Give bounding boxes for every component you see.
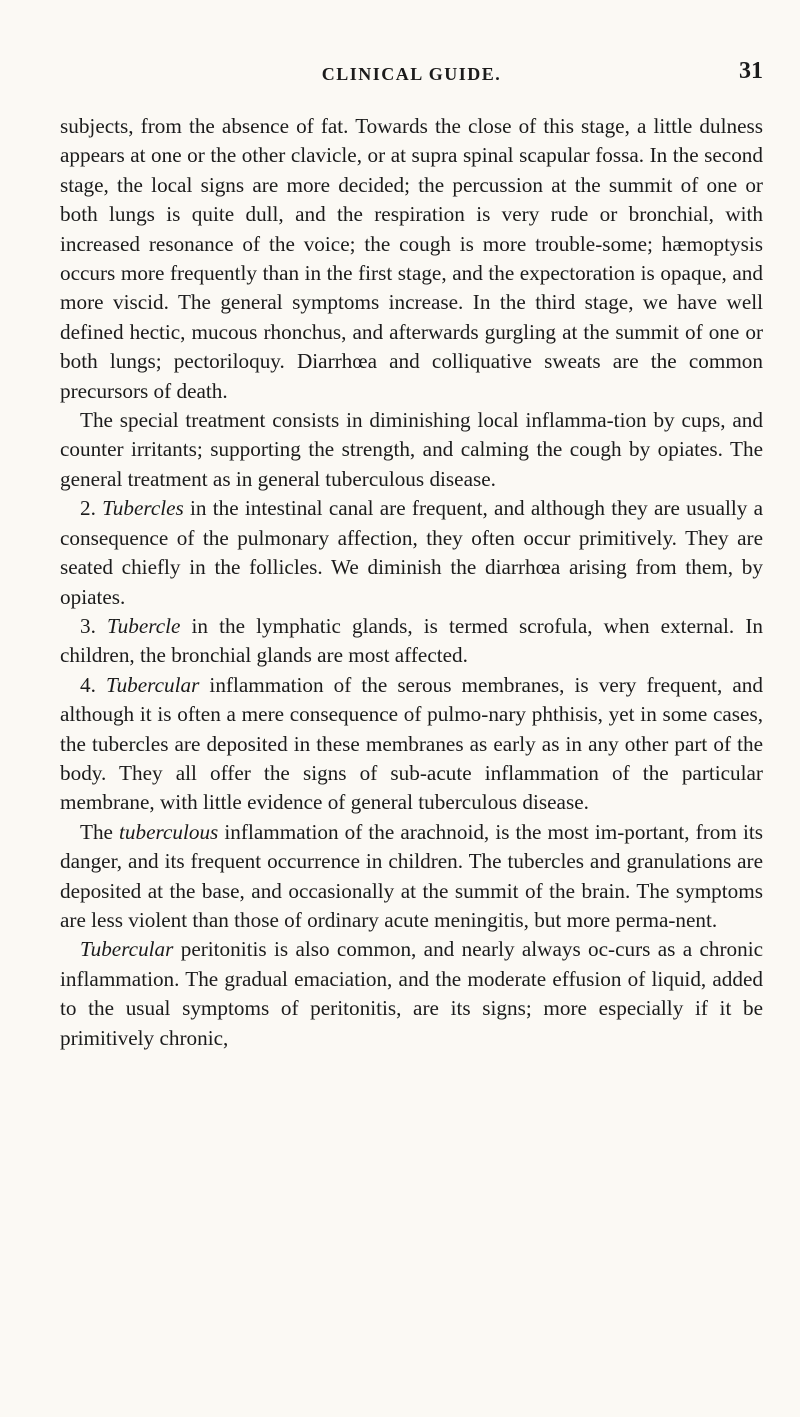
- paragraph-serous-membranes: [60, 671, 763, 818]
- italic-term: Tubercles: [102, 496, 184, 521]
- paragraph-lymphatic-tubercle: [60, 612, 763, 671]
- paragraph-intestinal-tubercles: [60, 494, 763, 612]
- paragraph-text: in the intestinal canal are frequent, and although they are usually a consequence of the pulmonary affection, they often occur primitively. They are seated chiefly in the follicles. We diminish the diarrhœa arising from them, by opiates.: [60, 496, 764, 609]
- paragraph-phthisis-stages: [60, 112, 763, 406]
- italic-term: tuberculous: [119, 819, 219, 844]
- body-text: [60, 112, 763, 1053]
- italic-term: Tubercular: [80, 937, 174, 962]
- book-page: [60, 58, 763, 1053]
- paragraph-text: inflammation of the serous membranes, is very frequent, and although it is often a mere consequence of pulmo-nary phthisis, yet in some cases, the tubercles are deposited in these membranes as early as in any other part of the body. They all offer the signs of sub-acute inflammation of the particular membrane, with little evidence of general tuberculous disease.: [60, 672, 763, 815]
- paragraph-number: 3.: [80, 613, 108, 638]
- paragraph-text: in the lymphatic glands, is termed scrofula, when external. In children, the bronchial glands are most affected.: [60, 613, 763, 668]
- paragraph-text: subjects, from the absence of fat. Towards the close of this stage, a little dulness appears at one or the other clavicle, or at supra spinal scapular fossa. In the second stage, the local signs are more decided; the percussion at the summit of one or both lungs is quite dull, and the respiration is very rude or bronchial, with increased resonance of the voice; the cough is more trouble-some; hæmoptysis occurs more frequently than in the first stage, and the expectoration is opaque, and more viscid. The general symptoms increase. In the third stage, we have well defined hectic, mucous rhonchus, and afterwards gurgling at the summit of one or both lungs; pectoriloquy. Diarrhœa and colliquative sweats are the common precursors of death.: [60, 114, 763, 403]
- italic-term: Tubercle: [107, 613, 181, 638]
- paragraph-peritonitis: [60, 935, 763, 1053]
- paragraph-text: inflammation of the arachnoid, is the most im-portant, from its danger, and its frequent occurrence in children. The tubercles and granulations are deposited at the base, and occasionally at the summit of the brain. The symptoms are less violent than those of ordinary acute meningitis, but more perma-nent.: [60, 819, 763, 932]
- page-number: 31: [739, 58, 763, 84]
- paragraph-number: 2.: [80, 496, 103, 521]
- paragraph-arachnoid: [60, 818, 763, 936]
- paragraph-number: 4.: [80, 672, 106, 697]
- paragraph-text: The special treatment consists in diminishing local inflamma-tion by cups, and counter irritants; supporting the strength, and calming the cough by opiates. The general treatment as in general tuberculous disease.: [60, 408, 763, 491]
- paragraph-special-treatment: [60, 406, 763, 494]
- paragraph-text: peritonitis is also common, and nearly always oc-curs as a chronic inflammation. The gradual emaciation, and the moderate effusion of liquid, added to the usual symptoms of peritonitis, are its signs; more especially if it be primitively chronic,: [60, 937, 763, 1050]
- paragraph-lead: The: [80, 819, 120, 844]
- running-title: CLINICAL GUIDE.: [321, 64, 502, 84]
- italic-term: Tubercular: [105, 672, 200, 697]
- running-head: [60, 58, 763, 90]
